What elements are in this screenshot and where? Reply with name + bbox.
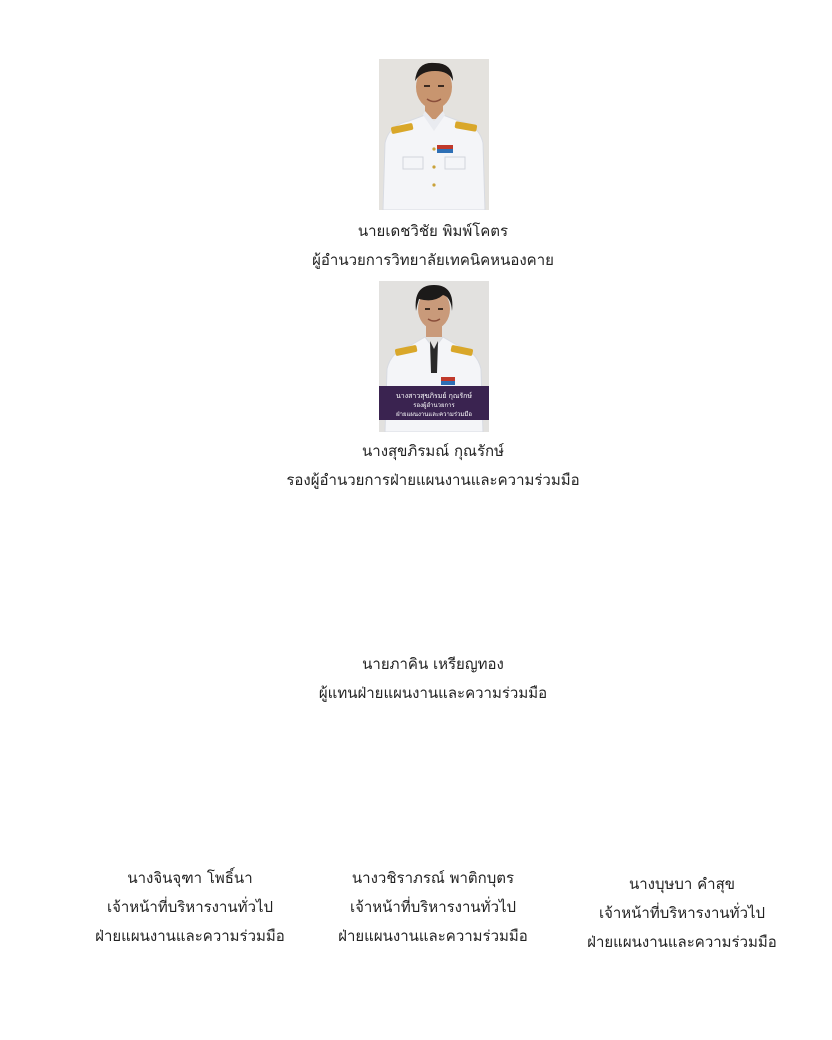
staff-position: เจ้าหน้าที่บริหารงานทั่วไป [106,898,274,916]
staff-name: นางจินจุฑา โพธิ์นา [127,869,253,887]
staff-name: นางบุษบา คำสุข [629,875,735,893]
deputy-photo-caption-line1: นางสาวสุขภิรมย์ กุณรักษ์ [396,392,472,400]
deputy-photo-caption-line2: รองผู้อำนวยการ [413,402,455,409]
representative-position: ผู้แทนฝ่ายแผนงานและความร่วมมือ [318,684,548,702]
staff-department: ฝ่ายแผนงานและความร่วมมือ [587,933,777,951]
deputy-name: นางสุขภิรมณ์ กุณรักษ์ [362,442,504,460]
deputy-photo-caption-line3: ฝ่ายแผนงานและความร่วมมือ [396,411,472,418]
deputy-info [0,437,832,495]
staff-card [323,864,543,951]
staff-name: นางวชิราภรณ์ พาติกบุตร [351,869,515,887]
director-info [0,217,832,275]
staff-position: เจ้าหน้าที่บริหารงานทั่วไป [349,898,517,916]
staff-department: ฝ่ายแผนงานและความร่วมมือ [338,927,528,945]
representative-name: นายภาคิน เหรียญทอง [362,655,504,673]
director-name: นายเดชวิชัย พิมพ์โคตร [357,222,509,240]
director-position: ผู้อำนวยการวิทยาลัยเทคนิคหนองคาย [312,251,554,269]
staff-card [80,864,300,951]
representative-info [0,650,832,708]
staff-department: ฝ่ายแผนงานและความร่วมมือ [95,927,285,945]
director-photo [379,59,489,210]
deputy-photo [379,281,489,432]
staff-card [572,870,792,957]
deputy-position: รองผู้อำนวยการฝ่ายแผนงานและความร่วมมือ [286,471,580,489]
staff-position: เจ้าหน้าที่บริหารงานทั่วไป [598,904,766,922]
